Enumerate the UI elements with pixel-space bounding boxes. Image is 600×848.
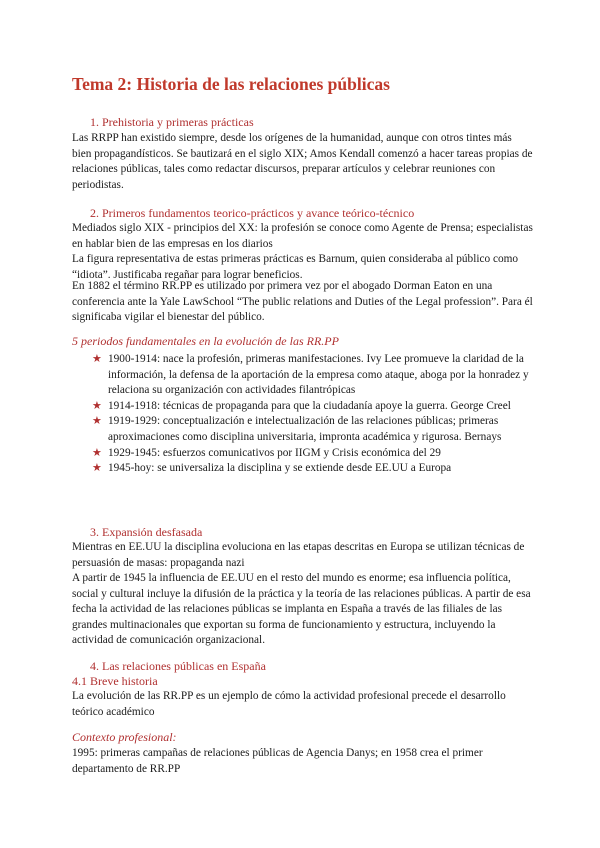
periods-list: [92, 352, 542, 477]
star-bullet-icon: ★: [92, 399, 102, 412]
period-text: 1929-1945: esfuerzos comunicativos por IIGM y Crisis económica del 29: [108, 446, 441, 459]
list-item: [92, 446, 542, 462]
section-4-paragraph-2: 1995: primeras campañas de relaciones públicas de Agencia Danys; en 1958 crea el primer departamento de RR.PP: [72, 747, 483, 775]
section-4-subheading: 4.1 Breve historia: [72, 674, 158, 688]
star-bullet-icon: ★: [92, 415, 102, 428]
period-text: 1900-1914: nace la profesión, primeras manifestaciones. Ivy Lee promueve la claridad de la información, la defensa de la aportación de la empresa como ataque, aboga por la honradez y relaciona su organización con actividades filantrópicas: [108, 353, 529, 397]
section-4-paragraph-1: La evolución de las RR.PP es un ejemplo de cómo la actividad profesional precede el desarrollo teórico académico: [72, 690, 506, 718]
section-1-text: Las RRPP han existido siempre, desde los orígenes de la humanidad, aunque con otros tintes más bien propagandísticos. Se bautizará en el siglo XIX; Amos Kendall comenzó a hacer tareas propias de relaciones públicas, tales como redactar discursos, preparar artículos y celebrar reuniones con periodistas.: [72, 132, 533, 191]
list-item: [92, 399, 542, 415]
section-3-paragraph-2: A partir de 1945 la influencia de EE.UU en el resto del mundo es enorme; esa influencia política, social y cultural incluye la difusión de la práctica y la teoría de las relaciones públicas. A partir de esa fecha la actividad de las relaciones públicas se implanta en España a través de las filiales de las grandes multinacionales que exportan su forma de funcionamiento y estructura, incluyendo la actividad de comunicación organizacional.: [72, 572, 531, 647]
section-2-paragraph-3: En 1882 el término RR.PP es utilizado por primera vez por el abogado Dorman Eaton en una conferencia ante la Yale LawSchool “The public relations and Duties of the Legal profession”. Para él significaba vigilar el bienestar del público.: [72, 280, 533, 324]
page-title: Tema 2: Historia de las relaciones públicas: [72, 74, 390, 94]
section-2-paragraph-2: La figura representativa de estas primeras prácticas es Barnum, quien consideraba al público como “idiota”. Justificaba regañar para lograr beneficios.: [72, 253, 519, 281]
period-text: 1914-1918: técnicas de propaganda para que la ciudadanía apoye la guerra. George Creel: [108, 399, 511, 412]
section-4-heading: 4. Las relaciones públicas en España: [90, 659, 266, 673]
section-2-paragraph-1: Mediados siglo XIX - principios del XX: la profesión se conoce como Agente de Prensa; especialistas en hablar bien de las empresas en los diarios: [72, 222, 533, 250]
star-bullet-icon: ★: [92, 462, 102, 475]
star-bullet-icon: ★: [92, 446, 102, 459]
periods-heading: 5 periodos fundamentales en la evolución de las RR.PP: [72, 334, 339, 348]
section-3-heading: 3. Expansión desfasada: [90, 525, 203, 539]
list-item: [92, 414, 542, 445]
star-bullet-icon: ★: [92, 353, 102, 365]
list-item: [92, 352, 542, 399]
section-1-heading: 1. Prehistoria y primeras prácticas: [90, 115, 254, 129]
context-heading: Contexto profesional:: [72, 730, 177, 744]
section-3-paragraph-1: Mientras en EE.UU la disciplina evoluciona en las etapas descritas en Europa se utilizan técnicas de persuasión de masas: propaganda nazi: [72, 541, 525, 569]
list-item: [92, 461, 542, 477]
period-text: 1919-1929: conceptualización e intelectualización de las relaciones públicas; primeras aproximaciones como disciplina universitaria, impronta académica y rigurosa. Bernays: [108, 415, 502, 443]
section-2-heading: 2. Primeros fundamentos teorico-prácticos y avance teórico-técnico: [90, 206, 415, 220]
period-text: 1945-hoy: se universaliza la disciplina y se extiende desde EE.UU a Europa: [108, 462, 452, 475]
